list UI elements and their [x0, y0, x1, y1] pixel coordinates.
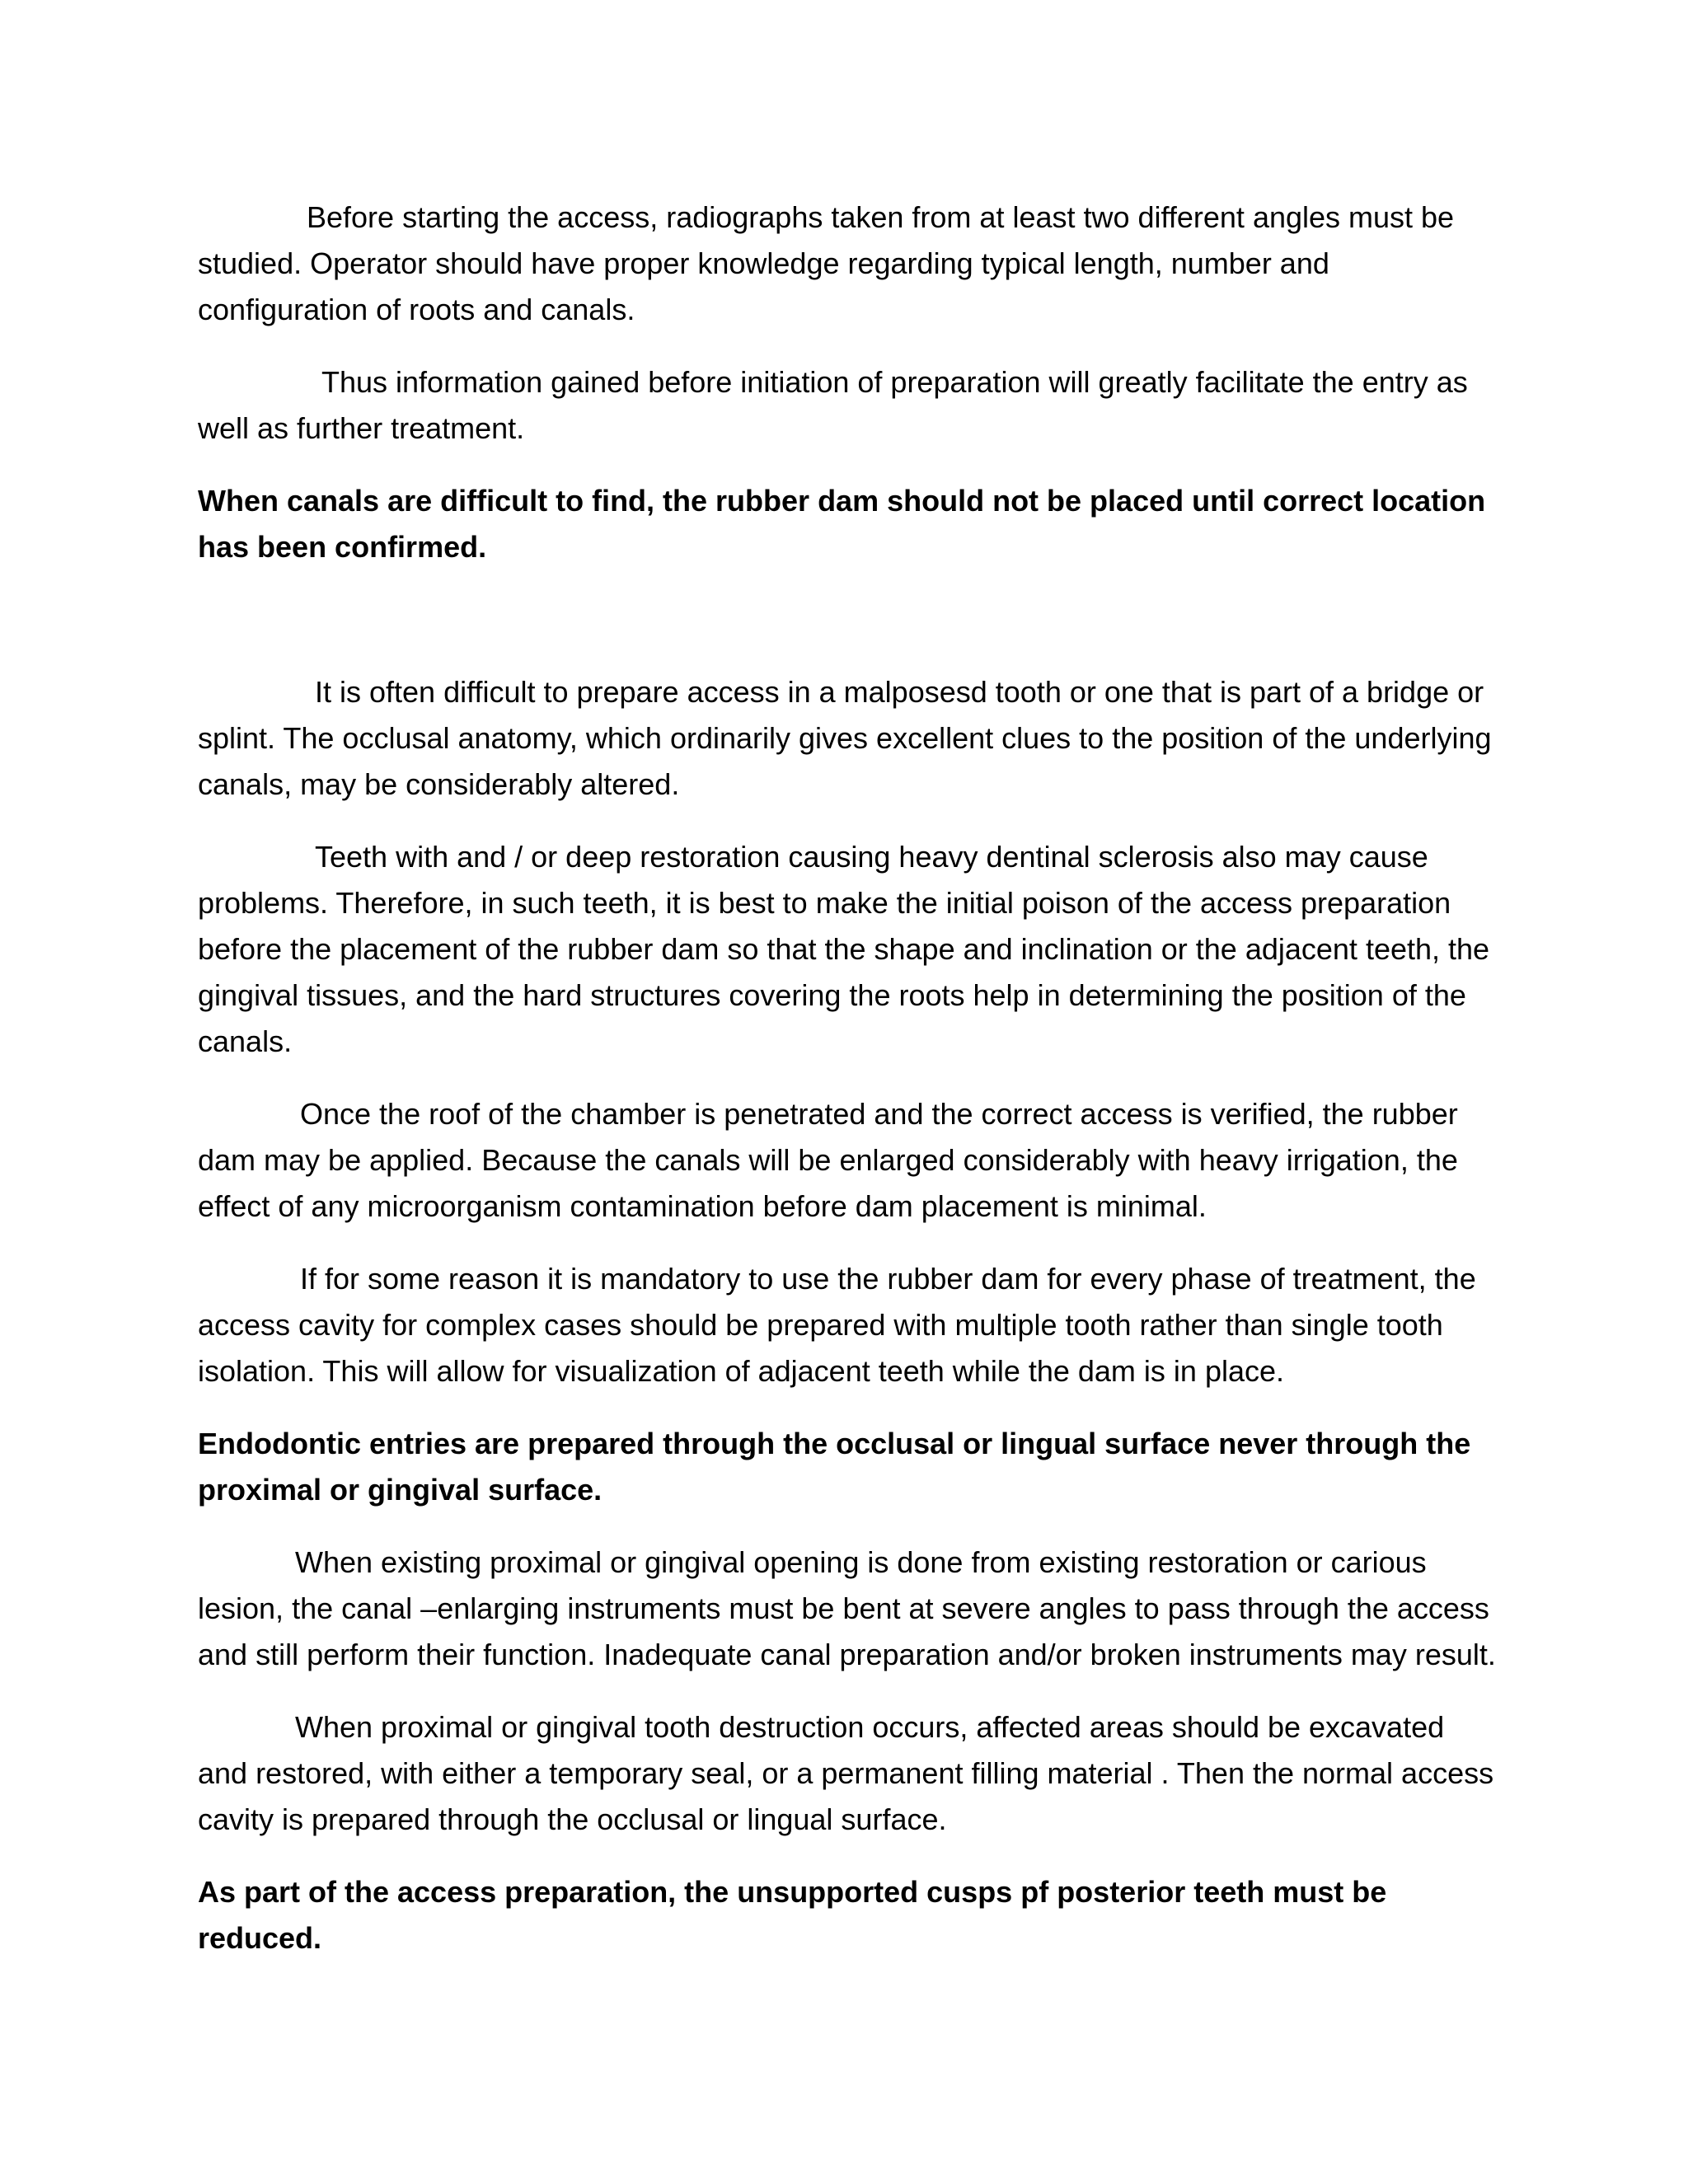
heading-rubber-dam-placement: When canals are difficult to find, the rubber dam should not be placed until correct location has been confirmed.: [198, 484, 1486, 564]
paragraph-existing-opening: When existing proximal or gingival opening is done from existing restoration or carious lesion, the canal –enlarging instruments must be bent at severe angles to pass through the access and still perform their function. Inadequate canal preparation and/or broken instruments may result.: [198, 1545, 1496, 1671]
paragraph-information-gained: Thus information gained before initiation of preparation will greatly facilitate the entry as well as further treatment.: [198, 365, 1468, 445]
paragraph-deep-restoration: Teeth with and / or deep restoration causing heavy dentinal sclerosis also may cause problems. Therefore, in such teeth, it is best to make the initial poison of the access preparation before the placement of the rubber dam so that the shape and inclination or the adjacent teeth, the gingival tissues, and the hard structures covering the roots help in determining the position of the canals.: [198, 840, 1490, 1058]
paragraph-mandatory-rubber-dam: If for some reason it is mandatory to use the rubber dam for every phase of treatment, the access cavity for complex cases should be prepared with multiple tooth rather than single tooth isolation. This will allow for visualization of adjacent teeth while the dam is in place.: [198, 1262, 1476, 1388]
paragraph-roof-penetrated: Once the roof of the chamber is penetrated and the correct access is verified, the rubber dam may be applied. Because the canals will be enlarged considerably with heavy irrigation, the effect of any microorganism contamination before dam placement is minimal.: [198, 1097, 1458, 1223]
paragraph-malposed-tooth: It is often difficult to prepare access in a malposesd tooth or one that is part of a bridge or splint. The occlusal anatomy, which ordinarily gives excellent clues to the position of the underlying canals, may be considerably altered.: [198, 675, 1492, 801]
heading-endodontic-entries: Endodontic entries are prepared through the occlusal or lingual surface never through the proximal or gingival surface.: [198, 1427, 1471, 1507]
document-page: [198, 194, 1500, 1988]
paragraph-tooth-destruction: When proximal or gingival tooth destruction occurs, affected areas should be excavated and restored, with either a temporary seal, or a permanent filling material . Then the normal access cavity is prepared through the occlusal or lingual surface.: [198, 1710, 1494, 1836]
heading-unsupported-cusps: As part of the access preparation, the unsupported cusps pf posterior teeth must be reduced.: [198, 1875, 1387, 1955]
paragraph-radiographs: Before starting the access, radiographs taken from at least two different angles must be studied. Operator should have proper knowledge regarding typical length, number and configuration of roots and canals.: [198, 200, 1455, 326]
blank-line: [198, 597, 1500, 669]
